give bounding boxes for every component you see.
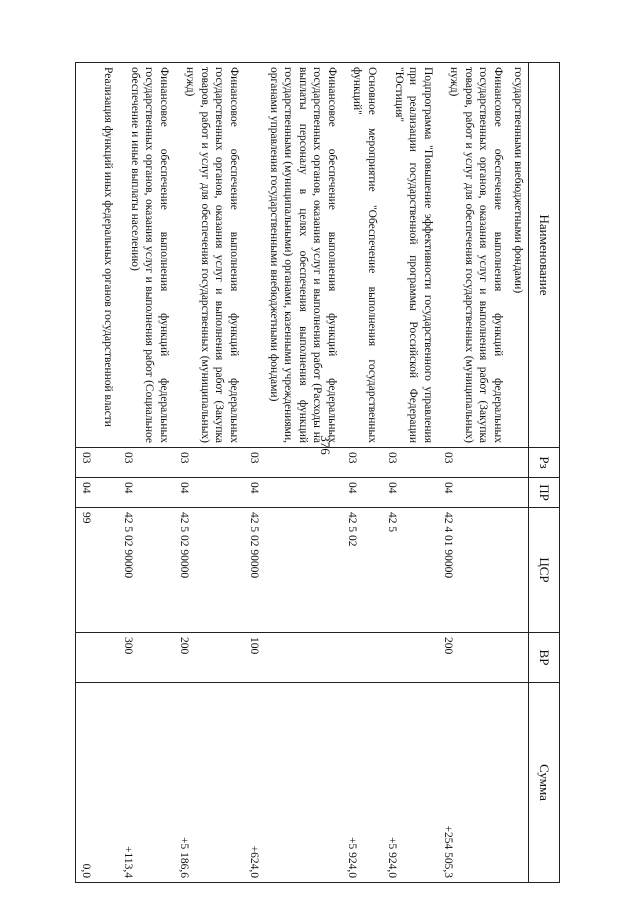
row-name: Финансовое обеспечение выполнения функций федеральных государственных органов, оказания услуг и выполнения работ (Расходы на выплаты персоналу в целях обеспечения выполнения функций государственными (муниципальными) органами, казенными учреждениями, органами управления государственными внебюджетными фондами) (244, 63, 342, 448)
row-pr: 04 (76, 478, 118, 508)
row-name: Основное мероприятие "Обеспечение выполнения государственных функций" (342, 63, 382, 448)
row-vr: 200 (438, 633, 508, 683)
row-vr (342, 633, 382, 683)
row-sum: +624,0 (244, 683, 342, 883)
row-vr: 300 (118, 633, 174, 683)
col-header-sum: Сумма (529, 683, 560, 883)
col-header-csr: ЦСР (529, 508, 560, 633)
table-row (342, 63, 382, 883)
row-csr: 42 5 02 90000 (174, 508, 244, 633)
col-header-name: Наименование (529, 63, 560, 448)
table-row (174, 63, 244, 883)
page-number: 376 (318, 435, 333, 455)
row-sum: +113,4 (118, 683, 174, 883)
row-vr (382, 633, 438, 683)
row-pr (508, 478, 529, 508)
row-sum: +254 505,3 (438, 683, 508, 883)
table-header-row (529, 63, 560, 883)
row-rz: 03 (76, 448, 118, 478)
row-name: Финансовое обеспечение выполнения функций федеральных государственных органов, оказания услуг и выполнения работ (Социальное обеспечение и иные выплаты населению) (118, 63, 174, 448)
budget-table (75, 62, 560, 883)
row-rz: 03 (244, 448, 342, 478)
row-csr: 42 5 02 (342, 508, 382, 633)
row-name: Подпрограмма "Повышение эффективности государственного управления при реализации государственной программы Российской Федерации "Юстиция" (382, 63, 438, 448)
row-pr: 04 (382, 478, 438, 508)
row-name: Реализация функций иных федеральных органов государственной власти (76, 63, 118, 448)
table-row (244, 63, 342, 883)
row-csr: 42 5 (382, 508, 438, 633)
row-name: Финансовое обеспечение выполнения функций федеральных государственных органов, оказания услуг и выполнения работ (Закупка товаров, работ и услуг для обеспечения государственных (муниципальных) нужд) (438, 63, 508, 448)
row-vr: 200 (174, 633, 244, 683)
col-header-rz: Рз (529, 448, 560, 478)
table-row (438, 63, 508, 883)
row-pr: 04 (118, 478, 174, 508)
table-row (508, 63, 529, 883)
row-rz: 03 (382, 448, 438, 478)
row-pr: 04 (438, 478, 508, 508)
row-sum: +5 186,6 (174, 683, 244, 883)
row-vr: 100 (244, 633, 342, 683)
col-header-vr: ВР (529, 633, 560, 683)
row-rz: 03 (438, 448, 508, 478)
row-rz (508, 448, 529, 478)
row-csr: 42 5 02 90000 (118, 508, 174, 633)
row-rz: 03 (174, 448, 244, 478)
row-rz: 03 (118, 448, 174, 478)
table-row (382, 63, 438, 883)
row-sum: 0,0 (76, 683, 118, 883)
row-csr: 42 4 01 90000 (438, 508, 508, 633)
row-sum: +5 924,0 (382, 683, 438, 883)
row-name: Финансовое обеспечение выполнения функций федеральных государственных органов, оказания услуг и выполнения работ (Закупка товаров, работ и услуг для обеспечения государственных (муниципальных) нужд) (174, 63, 244, 448)
row-rz: 03 (342, 448, 382, 478)
row-name: государственными внебюджетными фондами) (508, 63, 529, 448)
row-sum (508, 683, 529, 883)
row-sum: +5 924,0 (342, 683, 382, 883)
row-vr (76, 633, 118, 683)
row-csr (508, 508, 529, 633)
row-csr: 99 (76, 508, 118, 633)
row-vr (508, 633, 529, 683)
row-pr: 04 (174, 478, 244, 508)
row-pr: 04 (342, 478, 382, 508)
table-row (118, 63, 174, 883)
rotated-page (80, 62, 560, 882)
col-header-pr: ПР (529, 478, 560, 508)
row-pr: 04 (244, 478, 342, 508)
table-row (76, 63, 118, 883)
row-csr: 42 5 02 90000 (244, 508, 342, 633)
